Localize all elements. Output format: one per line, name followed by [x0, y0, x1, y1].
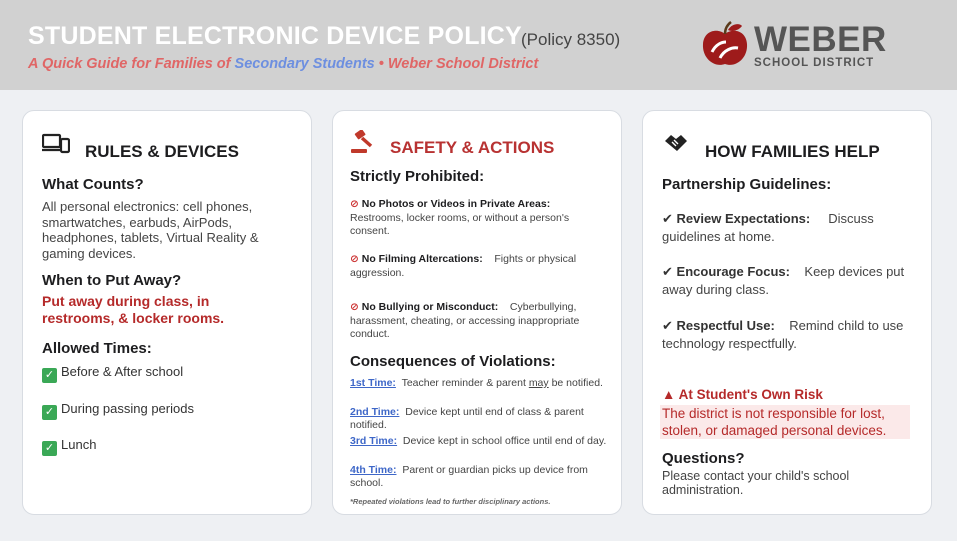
put-away-text: Put away during class, in restrooms, & locker rooms. [42, 293, 225, 326]
consequence-text: Device kept until end of class & parent notified. [350, 406, 584, 431]
allowed-item [42, 364, 183, 383]
what-counts-text: All personal electronics: cell phones, smartwatches, earbuds, AirPods, headphones, tablets, Virtual Reality & gaming devices. [42, 199, 259, 261]
gavel-icon [350, 130, 376, 154]
prohibited-icon: ⊘ [350, 301, 359, 313]
prohibited-text: Restrooms, locker rooms, or without a person's consent. [350, 211, 570, 237]
families-card [642, 110, 932, 515]
checkmark-icon: ✔ [662, 318, 673, 333]
consequence-item [350, 406, 610, 431]
devices-icon [42, 133, 70, 155]
risk-title-text: At Student's Own Risk [678, 387, 823, 402]
allowed-heading: Allowed Times: [42, 340, 152, 357]
consequence-label: 4th Time: [350, 464, 397, 476]
families-title: HOW FAMILIES HELP [705, 142, 880, 161]
subtitle-suffix: • Weber School District [374, 56, 539, 72]
page-header [0, 0, 957, 90]
guideline-label: Review Expectations: [676, 211, 811, 226]
prohibited-item [350, 198, 605, 239]
policy-number: (Policy 8350) [521, 30, 621, 49]
consequence-item [350, 377, 610, 390]
guideline-label: Respectful Use: [676, 318, 775, 333]
questions-heading: Questions? [662, 450, 745, 467]
questions-text: Please contact your child's school administration. [662, 469, 850, 497]
rules-card [22, 110, 312, 515]
prohibited-label: No Bullying or Misconduct: [361, 301, 499, 313]
prohibited-heading: Strictly Prohibited: [350, 168, 485, 185]
check-icon: ✓ [42, 368, 57, 383]
consequence-text: Parent or guardian picks up device from school. [350, 464, 588, 489]
guideline-item [662, 210, 907, 246]
guideline-text: Keep devices put away during class. [662, 264, 905, 297]
logo-name: WEBER [754, 20, 887, 59]
consequence-text: Teacher reminder & parent [401, 377, 529, 389]
consequence-label: 1st Time: [350, 377, 396, 389]
consequence-emphasis: may [528, 377, 549, 389]
risk-notice: The district is not responsible for lost, stolen, or damaged personal devices. [660, 405, 910, 439]
guideline-item [662, 263, 922, 299]
safety-card [332, 110, 622, 515]
consequence-item [350, 435, 610, 448]
checkmark-icon: ✔ [662, 264, 673, 279]
consequence-label: 2nd Time: [350, 406, 400, 418]
check-icon: ✓ [42, 405, 57, 420]
footnote: *Repeated violations lead to further disciplinary actions. [350, 497, 551, 506]
page-title: STUDENT ELECTRONIC DEVICE POLICY [28, 22, 522, 50]
consequence-item [350, 464, 610, 489]
allowed-item-label: Lunch [61, 437, 97, 452]
apple-icon [700, 20, 750, 70]
prohibited-item [350, 301, 605, 342]
consequence-text: Device kept in school office until end of day. [402, 435, 607, 447]
guideline-label: Encourage Focus: [676, 264, 790, 279]
checkmark-icon: ✔ [662, 211, 673, 226]
prohibited-icon: ⊘ [350, 198, 359, 210]
prohibited-icon: ⊘ [350, 253, 359, 265]
prohibited-item [350, 253, 600, 280]
risk-title [662, 387, 823, 402]
prohibited-label: No Photos or Videos in Private Areas: [361, 198, 551, 210]
subtitle-highlight: Secondary Students [234, 56, 375, 72]
check-icon: ✓ [42, 441, 57, 456]
prohibited-label: No Filming Altercations: [361, 253, 483, 265]
district-logo [700, 20, 895, 72]
consequence-label: 3rd Time: [350, 435, 398, 447]
safety-title: SAFETY & ACTIONS [390, 138, 555, 157]
handshake-icon [663, 131, 689, 155]
prohibited-text: Fights or physical aggression. [350, 253, 577, 279]
page-subtitle [28, 56, 538, 72]
allowed-item-label: Before & After school [61, 364, 184, 379]
subtitle-prefix: A Quick Guide for Families of [28, 56, 235, 72]
put-away-heading: When to Put Away? [42, 272, 182, 289]
logo-subtitle: SCHOOL DISTRICT [754, 57, 875, 69]
allowed-item [42, 437, 96, 456]
partnership-heading: Partnership Guidelines: [662, 176, 832, 193]
allowed-item-label: During passing periods [61, 401, 194, 416]
warning-icon: ▲ [662, 387, 676, 402]
consequence-text-end: be notified. [548, 377, 603, 389]
prohibited-text: Cyberbullying, harassment, cheating, or accessing inappropriate conduct. [350, 301, 580, 340]
what-counts-heading: What Counts? [42, 176, 144, 193]
rules-title: RULES & DEVICES [85, 142, 239, 161]
allowed-item [42, 401, 194, 420]
guideline-text: Discuss guidelines at home. [662, 211, 874, 244]
guideline-text: Remind child to use technology respectfully. [662, 318, 904, 351]
guideline-item [662, 317, 917, 353]
consequences-heading: Consequences of Violations: [350, 353, 556, 370]
